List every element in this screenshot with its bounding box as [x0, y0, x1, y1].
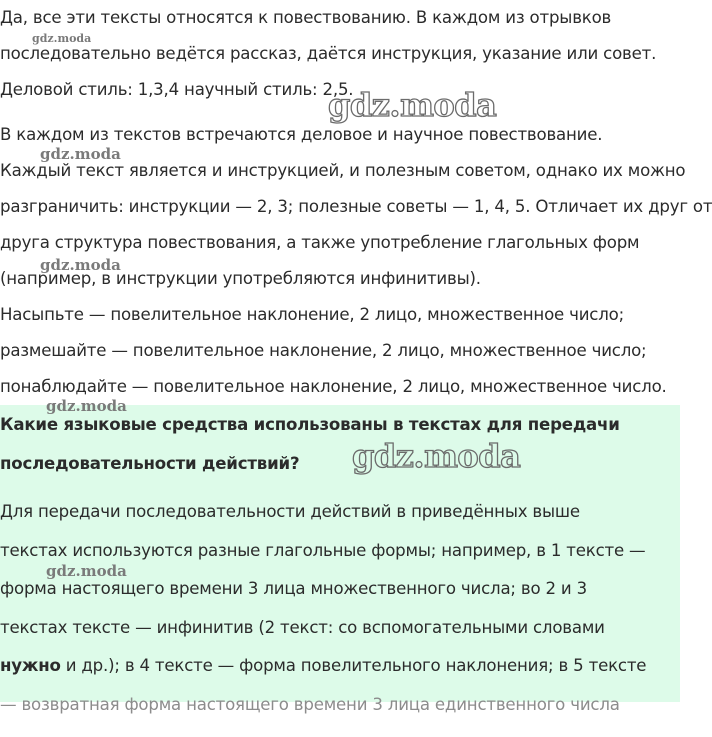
answer-line-4: текстах тексте — инфинитив (2 текст: со вспомогательными словами [0, 618, 605, 637]
watermark-1: gdz.moda [32, 32, 92, 45]
question-answer-block [0, 405, 680, 714]
watermark-6: gdz.moda [352, 437, 521, 475]
question-line-2: последовательности действий? [0, 454, 300, 473]
answer-line-1: Для передачи последовательности действий в приведённых выше [0, 502, 580, 521]
text-line-3: Деловой стиль: 1,3,4 научный стиль: 2,5. [0, 80, 354, 99]
text-line-9: Насыпьте — повелительное наклонение, 2 лицо, множественное число; [0, 305, 624, 324]
answer-line-5-rest: и др.); в 4 тексте — форма повелительного наклонения; в 5 тексте [60, 656, 647, 675]
text-line-8: (например, в инструкции употребляются инфинитивы). [0, 269, 481, 288]
answer-line-2: текстах используются разные глагольные формы; например, в 1 тексте — [0, 541, 646, 560]
watermark-4: gdz.moda [40, 256, 121, 274]
watermark-5: gdz.moda [46, 397, 127, 415]
answer-line-5 [0, 655, 646, 677]
text-line-10: размешайте — повелительное наклонение, 2 лицо, множественное число; [0, 341, 647, 360]
text-line-5: Каждый текст является и инструкцией, и полезным советом, однако их можно [0, 161, 686, 180]
text-line-4: В каждом из текстов встречаются деловое и научное повествование. [0, 125, 603, 144]
question-line-1: Какие языковые средства использованы в текстах для передачи [0, 415, 620, 434]
text-line-1: Да, все эти тексты относятся к повествованию. В каждом из отрывков [0, 8, 612, 27]
watermark-2: gdz.moda [328, 86, 497, 124]
text-line-11: понаблюдайте — повелительное наклонение, 2 лицо, множественное число. [0, 377, 667, 396]
text-line-7: друга структура повествования, а также употребление глагольных форм [0, 233, 640, 252]
text-line-2: последовательно ведётся рассказ, даётся инструкция, указание или совет. [0, 44, 657, 63]
watermark-7: gdz.moda [46, 562, 127, 580]
watermark-3: gdz.moda [40, 145, 121, 163]
bold-word: нужно [0, 656, 61, 675]
answer-line-3: форма настоящего времени 3 лица множественного числа; во 2 и 3 [0, 579, 587, 598]
text-line-6: разграничить: инструкции — 2, 3; полезные советы — 1, 4, 5. Отличает их друг от [0, 197, 712, 216]
answer-line-6-cut: — возвратная форма настоящего времени 3 лица единственного числа [0, 695, 620, 714]
